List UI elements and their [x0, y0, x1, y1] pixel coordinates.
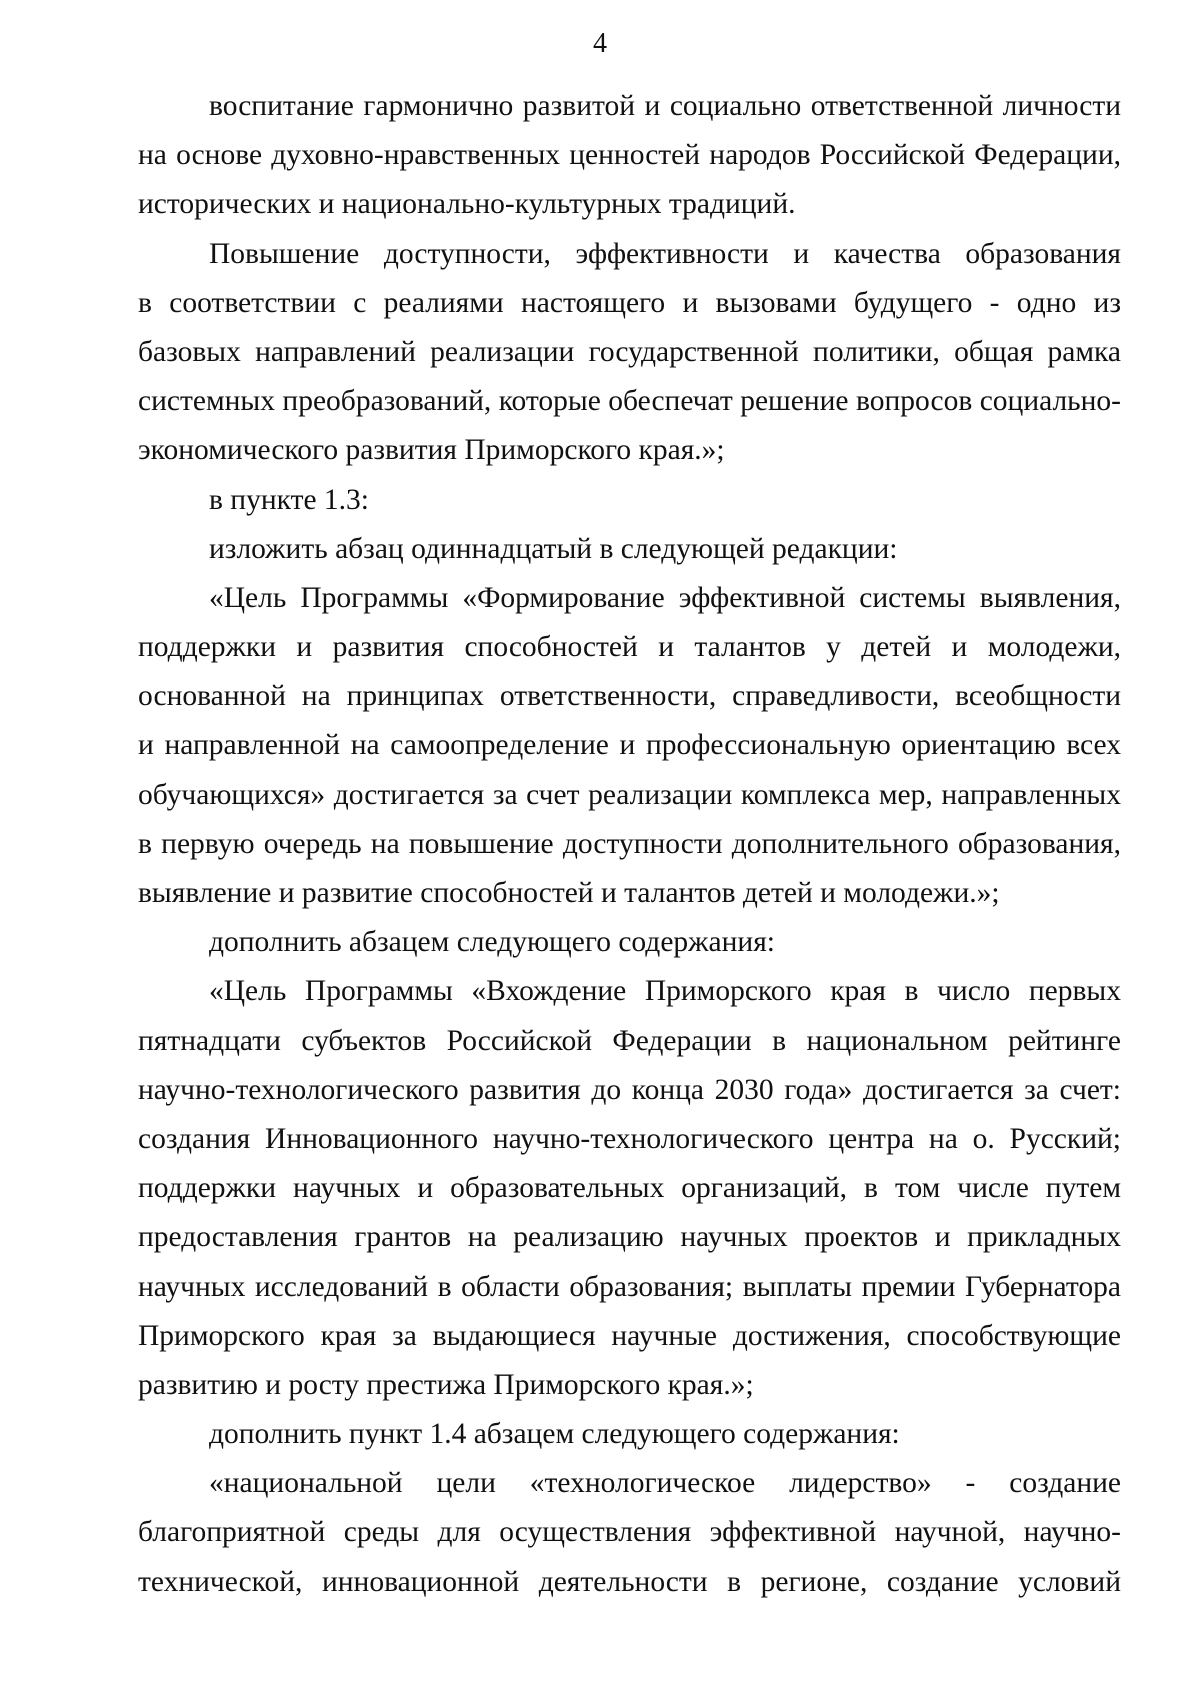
text-line: научных исследований в области образования; выплаты премии Губернатора [138, 1270, 1121, 1303]
text-line: изложить абзац одиннадцатый в следующей редакции: [209, 532, 898, 565]
text-line: Приморского края за выдающиеся научные достижения, способствующие [138, 1319, 1121, 1352]
text-line: предоставления грантов на реализацию научных проектов и прикладных [138, 1221, 1121, 1254]
text-line: обучающихся» достигается за счет реализации комплекса мер, направленных [138, 778, 1121, 811]
text-line: на основе духовно-нравственных ценностей народов Российской Федерации, [138, 139, 1121, 172]
document-body [138, 82, 1121, 1607]
text-line: дополнить абзацем следующего содержания: [209, 926, 775, 959]
text-line: развитию и росту престижа Приморского края.»; [138, 1368, 754, 1401]
text-line: в соответствии с реалиями настоящего и вызовами будущего - одно из [138, 286, 1121, 319]
text-line: Повышение доступности, эффективности и качества образования [209, 237, 1121, 270]
text-line: «национальной цели «технологическое лидерство» - создание [209, 1467, 1121, 1500]
text-line: дополнить пункт 1.4 абзацем следующего содержания: [209, 1418, 900, 1451]
text-line: системных преобразований, которые обеспечат решение вопросов социально- [138, 385, 1121, 418]
text-line: технической, инновационной деятельности в регионе, создание условий [138, 1565, 1121, 1598]
text-line: создания Инновационного научно-технологического центра на о. Русский; [138, 1122, 1121, 1155]
text-line: в пункте 1.3: [209, 483, 370, 516]
text-line: в первую очередь на повышение доступности дополнительного образования, [138, 827, 1121, 860]
text-line: поддержки и развития способностей и талантов у детей и молодежи, [138, 631, 1121, 664]
text-line: основанной на принципах ответственности, справедливости, всеобщности [138, 680, 1121, 713]
text-line: экономического развития Приморского края.»; [138, 434, 725, 467]
text-line: пятнадцати субъектов Российской Федерации в национальном рейтинге [138, 1024, 1121, 1057]
page-number: 4 [593, 28, 607, 59]
text-line: благоприятной среды для осуществления эффективной научной, научно- [138, 1516, 1121, 1549]
text-line: базовых направлений реализации государственной политики, общая рамка [138, 335, 1121, 368]
text-line: исторических и национально-культурных традиций. [138, 188, 796, 221]
text-line: научно-технологического развития до конца 2030 года» достигается за счет: [138, 1073, 1121, 1106]
text-line: и направленной на самоопределение и профессиональную ориентацию всех [138, 729, 1121, 762]
text-line: «Цель Программы «Формирование эффективной системы выявления, [209, 581, 1121, 614]
text-line: воспитание гармонично развитой и социально ответственной личности [209, 90, 1121, 122]
text-line: выявление и развитие способностей и талантов детей и молодежи.»; [138, 877, 1000, 909]
text-line: «Цель Программы «Вхождение Приморского края в число первых [209, 975, 1121, 1008]
text-line: поддержки научных и образовательных организаций, в том числе путем [138, 1172, 1121, 1205]
